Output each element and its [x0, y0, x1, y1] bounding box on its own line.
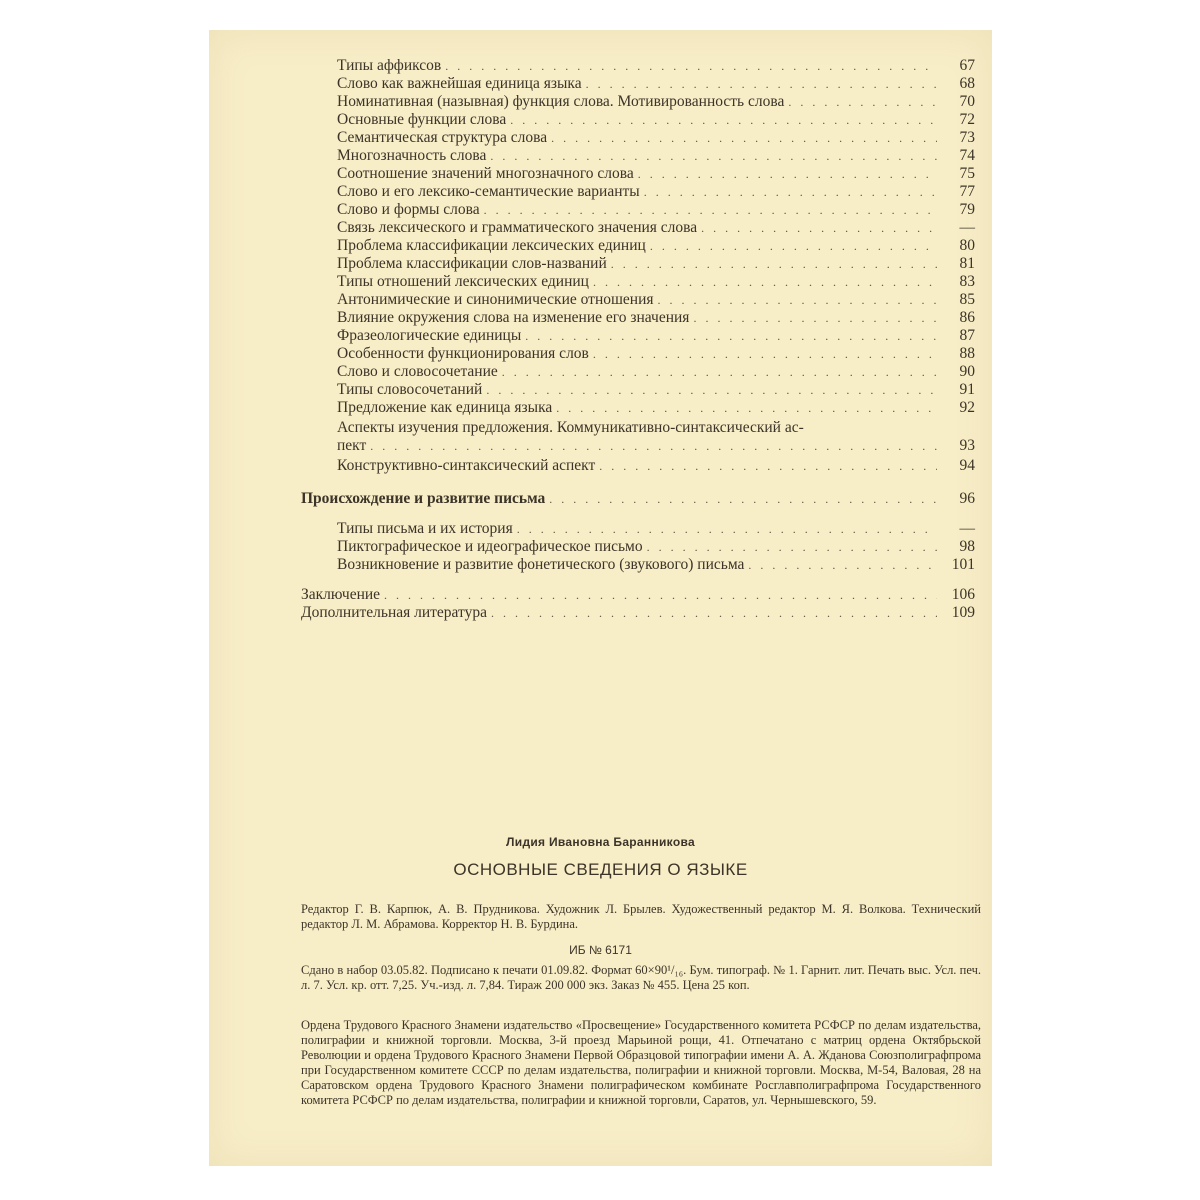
toc-entry — [301, 586, 975, 604]
toc-entry-page: 86 — [959, 309, 975, 326]
toc-leader-dots — [551, 129, 937, 147]
toc-entry-title: Многозначность слова — [337, 147, 487, 164]
toc-entry-page: 83 — [959, 273, 975, 290]
toc-leader-dots — [599, 457, 937, 475]
toc-entry — [337, 273, 975, 291]
toc-entry-title: Типы письма и их история — [337, 520, 513, 537]
toc-entry-title: Слово как важнейшая единица языка — [337, 75, 582, 92]
toc-entry-page: 96 — [959, 490, 975, 507]
toc-entry — [337, 399, 975, 417]
toc-entry-title: Заключение — [301, 586, 381, 603]
toc-entry-page: 68 — [959, 75, 975, 92]
toc-leader-dots — [593, 345, 937, 363]
toc-entry-page: 94 — [959, 457, 975, 474]
toc-entry-title: Особенности функционирования слов — [337, 345, 589, 362]
toc-entry-wrapped-line1: Аспекты изучения предложения. Коммуникативно-синтаксический ас- — [337, 419, 804, 436]
toc-entry — [337, 219, 975, 237]
toc-leader-dots — [486, 381, 937, 399]
toc-entry-page: 85 — [959, 291, 975, 308]
toc-entry — [337, 111, 975, 129]
author-name: Лидия Ивановна Баранникова — [506, 835, 695, 849]
toc-entry — [337, 57, 975, 75]
toc-entry-page: 98 — [959, 538, 975, 555]
toc-leader-dots — [490, 147, 937, 165]
toc-entry-title: Типы аффиксов — [337, 57, 442, 74]
toc-entry-page: 70 — [959, 93, 975, 110]
toc-entry-title: Пиктографическое и идеографическое письмо — [337, 538, 643, 555]
toc-entry-title: Номинативная (назывная) функция слова. Мотивированность слова — [337, 93, 785, 110]
toc-entry-title: Конструктивно-синтаксический аспект — [337, 457, 596, 474]
toc-leader-dots — [384, 586, 937, 604]
toc-entry-page: 87 — [959, 327, 975, 344]
toc-entry-title: Предложение как единица языка — [337, 399, 553, 416]
toc-leader-dots — [647, 538, 937, 556]
toc-entry-page: 101 — [951, 556, 975, 573]
toc-entry — [337, 237, 975, 255]
toc-entry-page: 75 — [959, 165, 975, 182]
toc-entry-title: Дополнительная литература — [301, 604, 487, 621]
toc-entry-page: 74 — [959, 147, 975, 164]
toc-leader-dots — [370, 437, 937, 455]
toc-leader-dots — [556, 399, 937, 417]
toc-entry — [337, 457, 975, 475]
toc-leader-dots — [611, 255, 937, 273]
toc-entry — [337, 129, 975, 147]
toc-entry-page: 106 — [951, 586, 975, 603]
publisher-paragraph: Ордена Трудового Красного Знамени издательство «Просвещение» Государственного комитета РСФСР по делам издательства, полиграфии и книжной торговли. Москва, 3-й проезд Марьиной рощи, 41. Отпечатано с матриц ордена Октябрьской Революции и ордена Трудового Красного Знамени Первой Образцовой типографии имени А. А. Жданова Союзполиграфпрома при Государственном комитете СССР по делам издательства, полиграфии и книжной торговли. Москва, М-54, Валовая, 28 на Саратовском ордена Трудового Красного Знамени полиграфическом комбинате Росглавполиграфпрома Государственного комитета РСФСР по делам издательства, полиграфии и книжной торговли, Саратов, ул. Чернышевского, 59. — [301, 1018, 981, 1107]
toc-entry-title: Слово и формы слова — [337, 201, 480, 218]
toc-leader-dots — [693, 309, 937, 327]
toc-entry-page: 80 — [959, 237, 975, 254]
toc-entry-page: 109 — [951, 604, 975, 621]
credits-paragraph: Редактор Г. В. Карпюк, А. В. Прудникова. Художник Л. Брылев. Художественный редактор М. Я. Волкова. Технический редактор Л. М. Абрамова. Корректор Н. В. Бурдина. — [301, 902, 981, 931]
toc-leader-dots — [510, 111, 937, 129]
toc-entry — [337, 183, 975, 201]
toc-entry — [337, 165, 975, 183]
toc-leader-dots — [586, 75, 937, 93]
toc-entry-title: Типы отношений лексических единиц — [337, 273, 589, 290]
toc-entry-title: Антонимические и синонимические отношения — [337, 291, 654, 308]
toc-entry — [337, 93, 975, 111]
toc-entry-page: 90 — [959, 363, 975, 380]
toc-leader-dots — [484, 201, 937, 219]
toc-entry — [337, 201, 975, 219]
toc-section-heading — [301, 490, 975, 508]
toc-entry-title: Семантическая структура слова — [337, 129, 548, 146]
toc-entry — [337, 556, 975, 574]
toc-entry-page: 67 — [959, 57, 975, 74]
toc-entry — [337, 309, 975, 327]
toc-leader-dots — [748, 556, 937, 574]
print-data-paragraph: Сдано в набор 03.05.82. Подписано к печати 01.09.82. Формат 60×90¹/₁₆. Бум. типограф. № 1. Гарнит. лит. Печать выс. Усл. печ. л. 7. Усл. кр. отт. 7,25. Уч.-изд. л. 7,84. Тираж 200 000 экз. Заказ № 455. Цена 25 коп. — [301, 963, 981, 992]
toc-leader-dots — [491, 604, 937, 622]
toc-entry — [337, 327, 975, 345]
toc-entry — [337, 437, 975, 455]
ib-number: ИБ № 6171 — [569, 943, 632, 957]
book-title: ОСНОВНЫЕ СВЕДЕНИЯ О ЯЗЫКЕ — [453, 860, 748, 879]
toc-entry-page: 77 — [959, 183, 975, 200]
toc-entry-title: Проблема классификации лексических единиц — [337, 237, 646, 254]
toc-entry — [301, 604, 975, 622]
toc-entry — [337, 363, 975, 381]
toc-entry — [337, 291, 975, 309]
toc-leader-dots — [788, 93, 937, 111]
toc-entry-page: 93 — [959, 437, 975, 454]
toc-entry-title: Соотношение значений многозначного слова — [337, 165, 634, 182]
toc-leader-dots — [658, 291, 937, 309]
toc-entry-page: 81 — [959, 255, 975, 272]
toc-leader-dots — [445, 57, 937, 75]
toc-leader-dots — [644, 183, 937, 201]
toc-entry-title: пект — [337, 437, 367, 454]
toc-leader-dots — [650, 237, 937, 255]
toc-entry-title: Основные функции слова — [337, 111, 507, 128]
toc-entry-title: Слово и словосочетание — [337, 363, 498, 380]
toc-leader-dots — [502, 363, 937, 381]
toc-entry — [337, 75, 975, 93]
toc-section-title: Происхождение и развитие письма — [301, 490, 546, 507]
toc-leader-dots — [701, 219, 937, 237]
book-page — [209, 30, 992, 1166]
toc-entry-page: 92 — [959, 399, 975, 416]
toc-entry-title: Влияние окружения слова на изменение его значения — [337, 309, 690, 326]
toc-entry — [337, 538, 975, 556]
toc-entry-page: 88 — [959, 345, 975, 362]
toc-entry — [337, 345, 975, 363]
toc-leader-dots — [517, 520, 937, 538]
toc-entry — [337, 381, 975, 399]
toc-entry-page: 72 — [959, 111, 975, 128]
toc-leader-dots — [525, 327, 937, 345]
toc-leader-dots — [549, 490, 937, 508]
toc-entry-title: Связь лексического и грамматического значения слова — [337, 219, 698, 236]
toc-entry-title: Проблема классификации слов-названий — [337, 255, 607, 272]
toc-entry-page: 79 — [959, 201, 975, 218]
toc-entry — [337, 255, 975, 273]
toc-entry — [337, 147, 975, 165]
toc-entry — [337, 520, 975, 538]
toc-entry-title: Типы словосочетаний — [337, 381, 483, 398]
toc-entry-page: — — [959, 219, 975, 236]
toc-entry-page: 73 — [959, 129, 975, 146]
toc-leader-dots — [638, 165, 937, 183]
toc-entry-title: Слово и его лексико-семантические варианты — [337, 183, 640, 200]
toc-leader-dots — [593, 273, 937, 291]
toc-entry-page: 91 — [959, 381, 975, 398]
toc-entry-title: Фразеологические единицы — [337, 327, 522, 344]
toc-entry-title: Возникновение и развитие фонетического (звукового) письма — [337, 556, 745, 573]
toc-entry-page: — — [959, 520, 975, 537]
